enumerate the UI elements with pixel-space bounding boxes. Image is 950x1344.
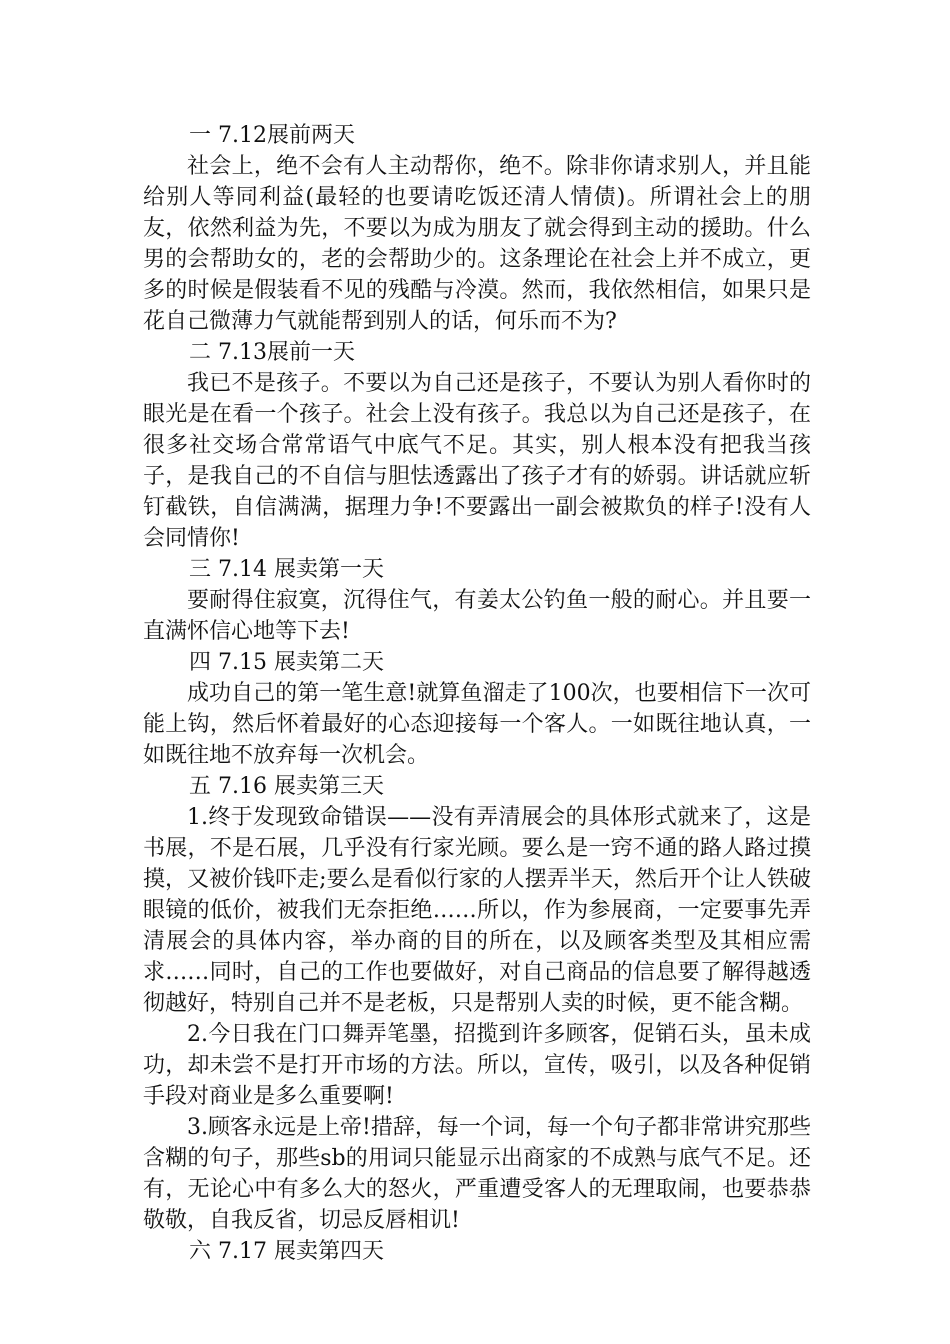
section-heading-4: 四 7.15 展卖第二天 — [189, 650, 384, 675]
section-heading-1: 一 7.12展前两天 — [189, 123, 355, 148]
section-paragraph: 我已不是孩子。不要以为自己还是孩子，不要认为别人看你时的眼光是在看一个孩子。社会上没有孩子。我总以为自己还是孩子，在很多社交场合常常语气中底气不足。其实，别人根本没有把我当孩子，是我自己的不自信与胆怯透露出了孩子才有的娇弱。讲话就应斩钉截铁，自信满满，据理力争!不要露出一副会被欺负的样子!没有人会同情你! — [143, 371, 811, 551]
section-heading-3: 三 7.14 展卖第一天 — [189, 557, 384, 582]
section-heading-6: 六 7.17 展卖第四天 — [189, 1239, 384, 1264]
section-paragraph: 3.顾客永远是上帝!措辞，每一个词，每一个句子都非常讲究那些含糊的句子，那些sb的用词只能显示出商家的不成熟与底气不足。还有，无论心中有多么大的怒火，严重遭受客人的无理取闹，也要恭恭敬敬，自我反省，切忌反唇相讥! — [143, 1115, 811, 1233]
section-heading-2: 二 7.13展前一天 — [189, 340, 355, 365]
section-paragraph: 2.今日我在门口舞弄笔墨，招揽到许多顾客，促销石头，虽未成功，却未尝不是打开市场的方法。所以，宣传，吸引，以及各种促销手段对商业是多么重要啊! — [143, 1022, 811, 1109]
section-paragraph: 要耐得住寂寞，沉得住气，有姜太公钓鱼一般的耐心。并且要一直满怀信心地等下去! — [143, 588, 811, 644]
section-heading-5: 五 7.16 展卖第三天 — [189, 774, 384, 799]
section-paragraph: 社会上，绝不会有人主动帮你，绝不。除非你请求别人，并且能给别人等同利益(最轻的也要请吃饭还清人情债)。所谓社会上的朋友，依然利益为先，不要以为成为朋友了就会得到主动的援助。什么男的会帮助女的，老的会帮助少的。这条理论在社会上并不成立，更多的时候是假装看不见的残酷与冷漠。然而，我依然相信，如果只是花自己微薄力气就能帮到别人的话，何乐而不为? — [143, 154, 811, 334]
document-body — [143, 120, 811, 1267]
section-paragraph: 成功自己的第一笔生意!就算鱼溜走了100次，也要相信下一次可能上钩，然后怀着最好的心态迎接每一个客人。一如既往地认真，一如既往地不放弃每一次机会。 — [143, 681, 811, 768]
section-paragraph: 1.终于发现致命错误——没有弄清展会的具体形式就来了，这是书展，不是石展，几乎没有行家光顾。要么是一窍不通的路人路过摸摸，又被价钱吓走;要么是看似行家的人摆弄半天，然后开个让人铁破眼镜的低价，被我们无奈拒绝……所以，作为参展商，一定要事先弄清展会的具体内容，举办商的目的所在，以及顾客类型及其相应需求……同时，自己的工作也要做好，对自己商品的信息要了解得越透彻越好，特别自己并不是老板，只是帮别人卖的时候，更不能含糊。 — [143, 805, 811, 1016]
